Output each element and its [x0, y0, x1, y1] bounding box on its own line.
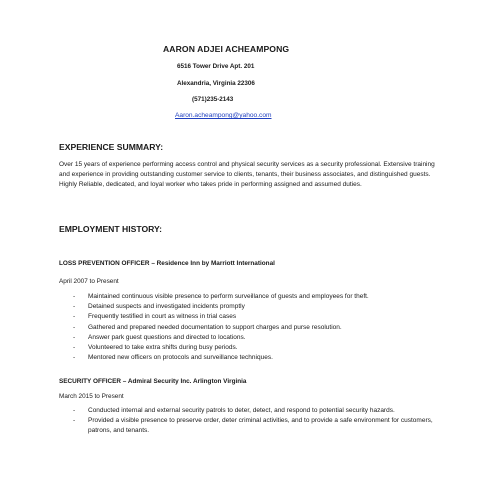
duty-text: Volunteered to take extra shifts during busy periods. [88, 344, 238, 352]
bullet-dash: - [73, 333, 76, 341]
duty-item [73, 353, 453, 363]
bullet-dash: - [73, 313, 76, 321]
job-duties-list [73, 406, 453, 437]
duty-item [73, 323, 453, 333]
duty-text: Maintained continuous visible presence to perform surveillance of guests and employees for theft. [88, 293, 369, 300]
job-duties-list [73, 292, 453, 363]
resume-name: AARON ADJEI ACHEAMPONG [163, 44, 290, 54]
phone-number: (571)235-2143 [192, 96, 234, 103]
address-line-1: 6516 Tower Drive Apt. 201 [177, 63, 255, 70]
bullet-dash: - [73, 407, 76, 414]
duty-text: Mentored new officers on protocols and surveillance techniques. [88, 354, 273, 362]
duty-item [73, 406, 453, 416]
email-link[interactable]: Aaron.acheampong@yahoo.com [175, 112, 272, 119]
employment-history-heading: EMPLOYMENT HISTORY: [59, 224, 162, 234]
duty-item [73, 302, 453, 312]
job-dates: April 2007 to Present [59, 278, 119, 285]
duty-item [73, 333, 453, 343]
duty-text: Detained suspects and investigated incidents promptly [88, 303, 245, 311]
address-line-2: Alexandria, Virginia 22306 [177, 80, 255, 87]
duty-text: Answer park guest questions and directed to locations. [88, 333, 246, 341]
experience-summary-heading: EXPERIENCE SUMMARY: [59, 142, 164, 152]
bullet-dash: - [73, 323, 76, 331]
bullet-dash: - [73, 293, 76, 300]
job-dates: March 2015 to Present [59, 393, 124, 400]
duty-item [73, 292, 453, 302]
duty-text: Conducted internal and external security patrols to deter, detect, and respond to potential security hazards. [88, 407, 395, 414]
bullet-dash: - [73, 354, 76, 362]
duty-text: Gathered and prepared needed documentation to support charges and purse resolution. [88, 323, 342, 331]
duty-text: Provided a visible presence to preserve order, deter criminal activities, and to provide a safe environment for customers, patrons, and tenants. [88, 417, 433, 435]
bullet-dash: - [73, 303, 76, 311]
bullet-dash: - [73, 344, 76, 352]
duty-item [73, 343, 453, 353]
job-title: LOSS PREVENTION OFFICER – Residence Inn by Marriott International [59, 260, 275, 267]
duty-item [73, 416, 453, 436]
duty-item [73, 312, 453, 322]
duty-text: Frequently testified in court as witness in trial cases [88, 313, 237, 321]
job-title: SECURITY OFFICER – Admiral Security Inc. Arlington Virginia [59, 378, 247, 385]
bullet-dash: - [73, 417, 76, 425]
experience-summary-text: Over 15 years of experience performing access control and physical security services as a security professional. Extensive training and experience in providing outstanding customer service to clients, tenants, their business associates, and distinguished guests. Highly Reliable, dedicated, and loyal worker who takes pride in performing assigned and assumed duties. [59, 161, 435, 188]
